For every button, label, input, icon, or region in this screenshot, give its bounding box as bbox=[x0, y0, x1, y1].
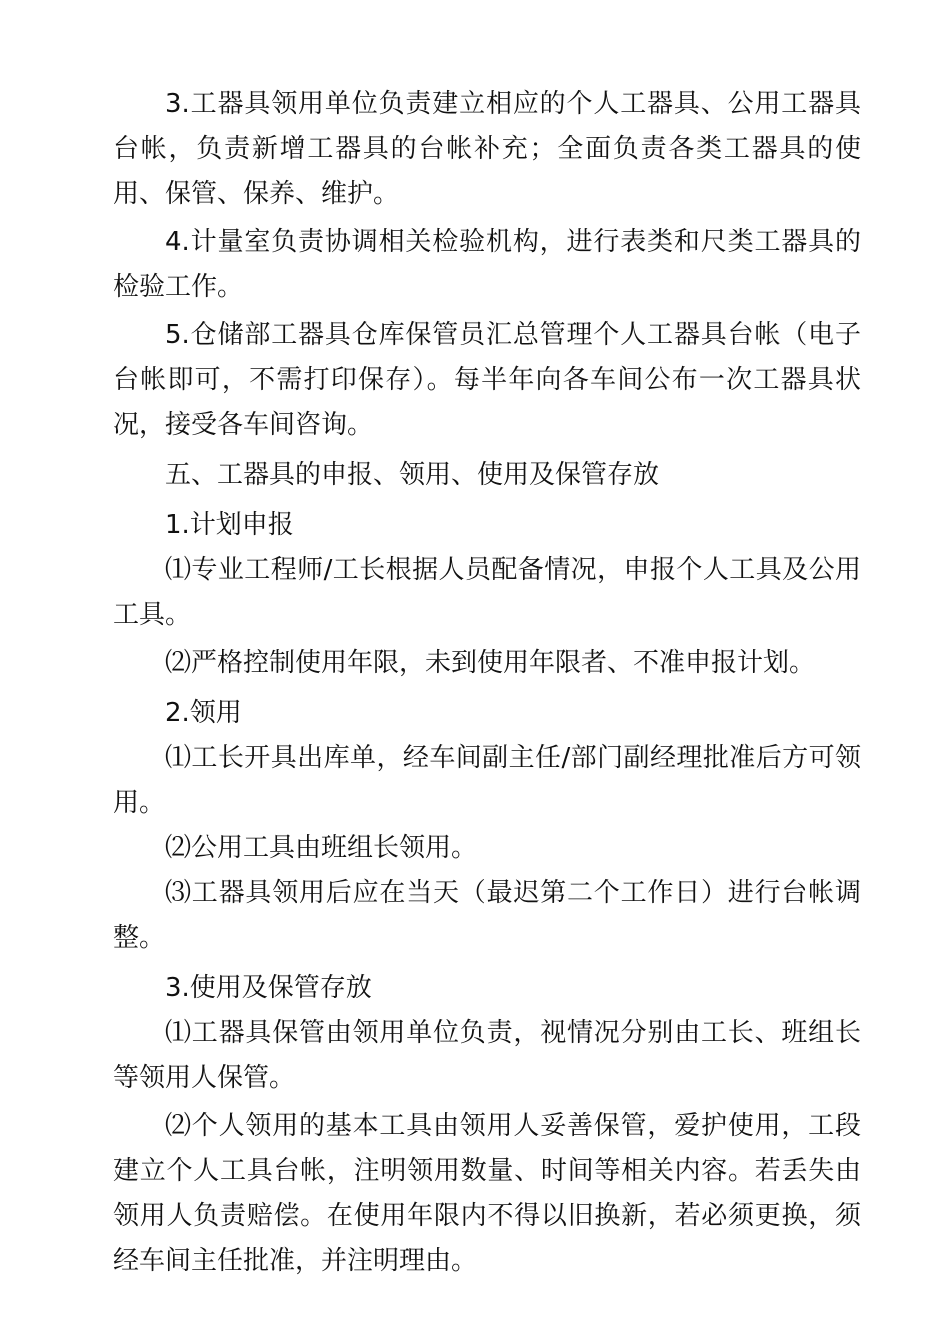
list-item-requisition-1: ⑴工长开具出库单，经车间副主任/部门副经理批准后方可领用。 bbox=[113, 743, 861, 818]
subheading-requisition: 2.领用 bbox=[165, 698, 242, 728]
subheading-plan-declaration: 1.计划申报 bbox=[165, 510, 294, 540]
list-item-plan-2: ⑵严格控制使用年限，未到使用年限者、不准申报计划。 bbox=[165, 648, 816, 678]
subheading-use-storage: 3.使用及保管存放 bbox=[165, 973, 372, 1003]
paragraph-warehouse-ledger: 5.仓储部工器具仓库保管员汇总管理个人工器具台帐（电子台帐即可，不需打印保存）。每半年向各车间公布一次工器具状况，接受各车间咨询。 bbox=[113, 320, 861, 440]
document-body bbox=[113, 82, 861, 1284]
list-item-storage-1: ⑴工器具保管由领用单位负责，视情况分别由工长、班组长等领用人保管。 bbox=[113, 1018, 861, 1093]
paragraph-tool-ledger-responsibility: 3.工器具领用单位负责建立相应的个人工器具、公用工器具台帐，负责新增工器具的台帐补充；全面负责各类工器具的使用、保管、保养、维护。 bbox=[113, 89, 861, 209]
list-item-storage-2: ⑵个人领用的基本工具由领用人妥善保管，爱护使用，工段建立个人工具台帐，注明领用数量、时间等相关内容。若丢失由领用人负责赔偿。在使用年限内不得以旧换新，若必须更换，须经车间主任批准，并注明理由。 bbox=[113, 1111, 861, 1276]
list-item-requisition-2: ⑵公用工具由班组长领用。 bbox=[165, 833, 478, 863]
list-item-plan-1: ⑴专业工程师/工长根据人员配备情况，申报个人工具及公用工具。 bbox=[113, 555, 861, 630]
list-item-requisition-3: ⑶工器具领用后应在当天（最迟第二个工作日）进行台帐调整。 bbox=[113, 878, 861, 953]
paragraph-metrology-inspection: 4.计量室负责协调相关检验机构，进行表类和尺类工器具的检验工作。 bbox=[113, 227, 861, 302]
section-heading-five: 五、工器具的申报、领用、使用及保管存放 bbox=[165, 460, 660, 490]
